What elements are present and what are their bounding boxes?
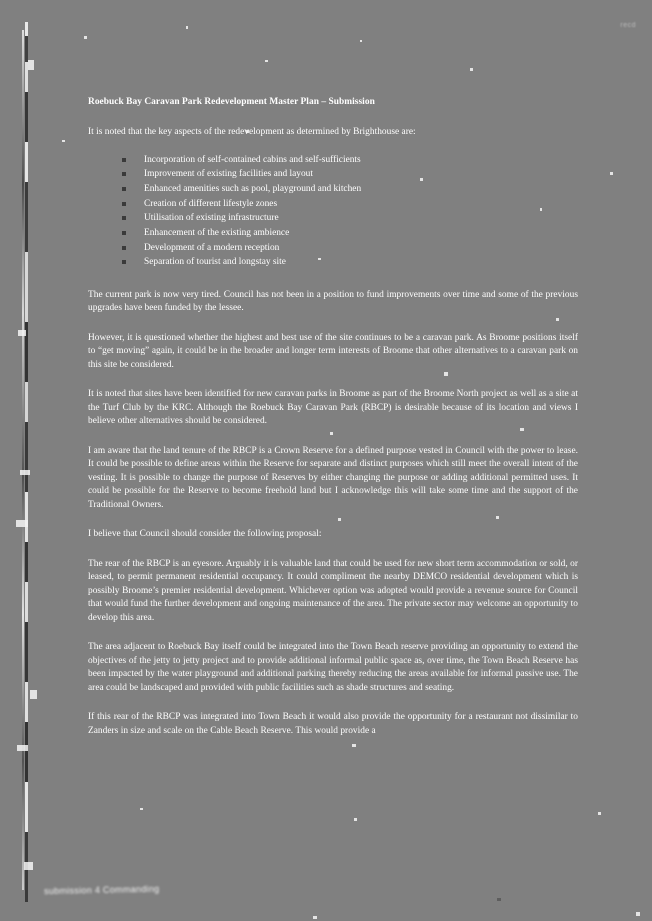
body-paragraph: If this rear of the RBCP was integrated into Town Beach it would also provide the opportunity for a restaurant not dissimilar to Zanders in size and scale on the Cable Beach Reserve. This would provide a [88,712,578,736]
intro-paragraph: It is noted that the key aspects of the redevelopment as determined by Brighthouse are: [88,127,416,137]
scan-speck [62,140,65,142]
body-paragraph: It is noted that sites have been identified for new caravan parks in Broome as part of the Broome North project as well as a site at the Turf Club by the KRC. Although the Roebuck Bay Caravan Park (RBCP) is desirable because of its location and views I believe other alternatives should be considered. [88,389,578,427]
body-paragraph: The current park is now very tired. Council has not been in a position to fund improvements over time and some of the previous upgrades have been funded by the lessee. [88,289,578,314]
key-aspects-list [88,154,578,270]
list-item: Creation of different lifestyle zones [144,198,578,211]
list-item: Incorporation of self-contained cabins and self-sufficients [144,154,578,167]
footer-smudge: submission 4 Commanding [43,883,160,897]
scan-speck [360,40,362,42]
scan-edge-blob [24,862,33,870]
body-paragraph: However, it is questioned whether the highest and best use of the site continues to be a caravan park. As Broome positions itself to “get moving” again, it could be in the broader and longer term interests of Broome that other alternatives to a caravan park on this site be considered. [88,332,578,370]
body-paragraph: The area adjacent to Roebuck Bay itself could be integrated into the Town Beach reserve providing an opportunity to extend the objectives of the jetty to jetty project and to provide additional informal public space as, over time, the Town Beach Reserve has been impacted by the water playground and additional parking thereby reducing the areas available for informal passive use. The area could be landscaped and provided with public facilities such as shade structures and seating. [88,642,578,693]
scan-edge-blob [28,60,34,70]
scan-speck [354,818,357,821]
scan-speck [598,812,601,815]
list-item: Enhanced amenities such as pool, playground and kitchen [144,183,578,196]
scan-speck [84,36,87,39]
scan-edge-artifact [25,22,28,902]
scan-edge-blob [30,690,37,699]
body-paragraph: The rear of the RBCP is an eyesore. Arguably it is valuable land that could be used for new short term accommodation or sold, or leased, to permit permanent residential occupancy. It could compliment the nearby DEMCO residential development which is possibly Broome’s premier residential development. Whichever option was adopted would provide a revenue source for Council that would fund the further development and ongoing maintenance of the area. The private sector may welcome an opportunity to develop this area. [88,558,578,623]
body-paragraph: I am aware that the land tenure of the RBCP is a Crown Reserve for a defined purpose vested in Council with the power to lease. It could be possible to define areas within the Reserve for separate and distinct purposes which still meet the overall intent of the vesting. It is possible to change the purpose of Reserves by either changing the purpose or adding additional permitted uses. It could be possible for the Reserve to become freehold land but I acknowledge this will take some time and the support of the Traditional Owners. [88,445,578,510]
list-item: Utilisation of existing infrastructure [144,212,578,225]
list-item: Separation of tourist and longstay site [144,256,578,269]
scan-speck [497,898,501,901]
scan-edge-artifact-secondary [22,30,24,890]
scan-speck [610,172,613,175]
scan-speck [470,68,473,71]
scan-speck [140,808,143,810]
proposal-lead-in: I believe that Council should consider the following proposal: [88,529,322,540]
scan-edge-blob [16,520,28,527]
scan-edge-blob [17,745,28,751]
list-item: Improvement of existing facilities and layout [144,168,578,181]
document-body [88,96,578,754]
scan-edge-blob [18,330,26,336]
corner-stamp: recd [620,22,636,29]
list-item: Development of a modern reception [144,242,578,255]
document-title: Roebuck Bay Caravan Park Redevelopment Master Plan – Submission [88,97,375,107]
list-item: Enhancement of the existing ambience [144,227,578,240]
scan-speck [265,60,268,62]
scan-speck [186,26,188,29]
scan-edge-blob [20,470,30,475]
scan-speck [636,912,640,916]
scan-speck [313,916,317,919]
